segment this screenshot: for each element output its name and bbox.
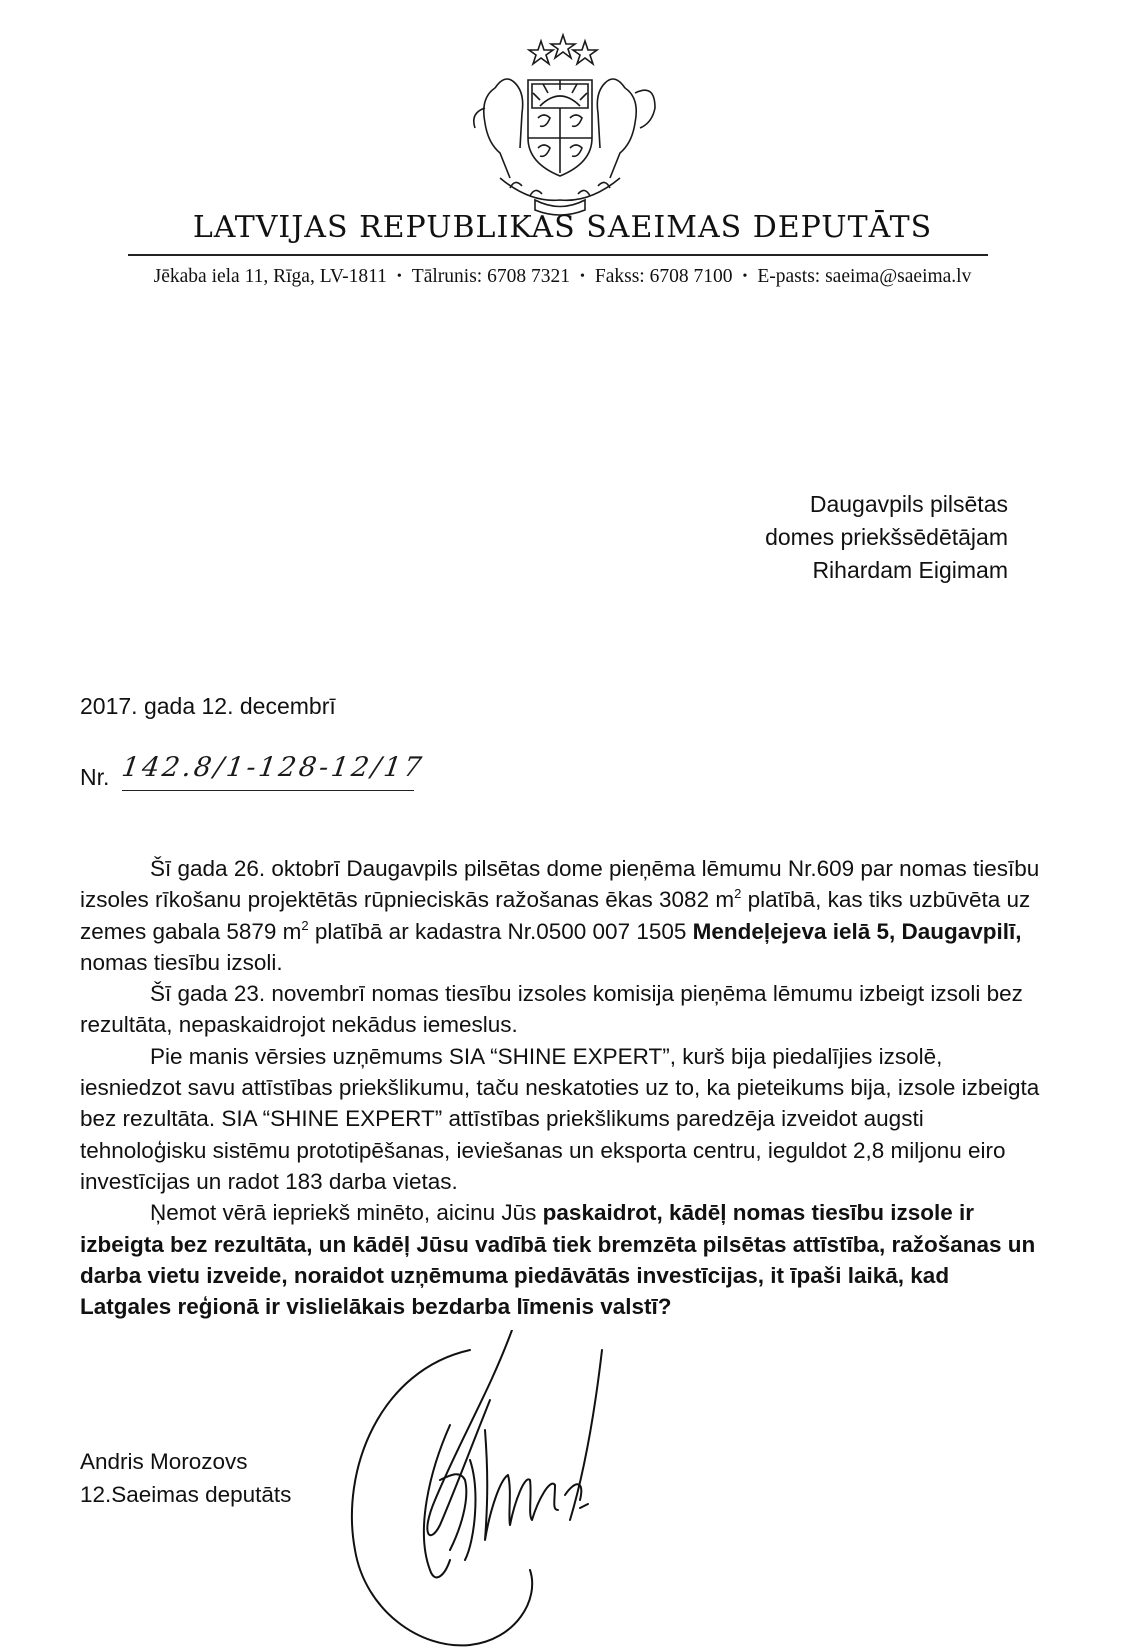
- bullet-separator: •: [579, 269, 585, 284]
- handwritten-reference-number: 142.8/1-128-12/17: [119, 752, 427, 783]
- signer-title: 12.Saeimas deputāts: [80, 1482, 292, 1507]
- handwritten-signature: [340, 1330, 640, 1650]
- body-paragraph-3: Pie manis vērsies uzņēmums SIA “SHINE EXPERT”, kurš bija piedalījies izsolē, iesniedzot savu attīstības priekšlikumu, taču neskatoties uz to, ka pieteikums bija, izsole izbeigta bez rezultāta. SIA “SHINE EXPERT” attīstības priekšlikums paredzēja izveidot augsti tehnoloģisku sistēmu prototipēšanas, ieviešanas un eksporta centru, ieguldot 2,8 miljonu eiro investīcijas un radot 183 darba vietas.: [80, 1043, 1040, 1194]
- letterhead-divider: [128, 254, 988, 256]
- recipient-line-2: domes priekšsēdētājam: [765, 524, 1008, 550]
- letter-date: 2017. gada 12. decembrī: [80, 693, 336, 719]
- bold-address: Mendeļejeva ielā 5, Daugavpilī,: [692, 918, 1022, 944]
- recipient-block: [765, 488, 1008, 587]
- body-paragraph-1: Šī gada 26. oktobrī Daugavpils pilsētas dome pieņēma lēmumu Nr.609 par nomas tiesību izsoles rīkošanu projektētās rūpnieciskās ražošanas ēkas 3082 $m^2$ platībā, kas tiks uzbūvēta uz zemes gabala 5879 $m^2$ platībā ar kadastra Nr.0500 007 1505 Mendeļejeva ielā 5, Daugavpilī, nomas tiesību izsoli.: [80, 856, 1040, 975]
- letterhead-email: E-pasts: saeima@saeima.lv: [757, 266, 972, 287]
- recipient-line-3: Rihardam Eigimam: [812, 557, 1008, 583]
- body-paragraph-2: Šī gada 23. novembrī nomas tiesību izsoles komisija pieņēma lēmumu izbeigt izsoli bez rezultāta, nepaskaidrojot nekādus iemeslus.: [80, 981, 1023, 1038]
- signer-block: [80, 1445, 291, 1511]
- bullet-separator: •: [742, 269, 748, 284]
- letterhead-contacts: [0, 266, 1125, 288]
- letterhead-title: LATVIJAS REPUBLIKAS SAEIMAS DEPUTĀTS: [192, 210, 933, 245]
- coat-of-arms-emblem: [440, 28, 680, 218]
- body-paragraph-4: Ņemot vērā iepriekš minēto, aicinu Jūs paskaidrot, kādēļ nomas tiesību izsole ir izbeigta bez rezultāta, un kādēļ Jūsu vadībā tiek bremzēta pilsētas attīstība, ražošanas un darba vietu izveide, noraidot uzņēmuma piedāvātās investīcijas, it īpaši laikā, kad Latgales reģionā ir vislielākais bezdarba līmenis valstī?: [80, 1200, 1036, 1320]
- reference-number: [80, 752, 440, 798]
- reference-label: Nr.: [80, 764, 110, 790]
- letterhead-phone: Tālrunis: 6708 7321: [411, 266, 570, 287]
- letterhead-address: Jēkaba iela 11, Rīga, LV-1811: [153, 266, 387, 287]
- reference-underline: [122, 790, 414, 791]
- letterhead-fax: Fakss: 6708 7100: [594, 266, 733, 287]
- bold-request: paskaidrot, kādēļ nomas tiesību izsole ir izbeigta bez rezultāta, un kādēļ Jūsu vadībā tiek bremzēta pilsētas attīstība, ražošanas un darba vietu izveide, noraidot uzņēmuma piedāvātās investīcijas, it īpaši laikā, kad Latgales reģionā ir vislielākais bezdarba līmenis valstī?: [80, 1200, 1036, 1320]
- letter-body: [80, 853, 1040, 1322]
- recipient-line-1: Daugavpils pilsētas: [809, 491, 1008, 517]
- bullet-separator: •: [396, 269, 402, 284]
- signer-name: Andris Morozovs: [80, 1449, 248, 1474]
